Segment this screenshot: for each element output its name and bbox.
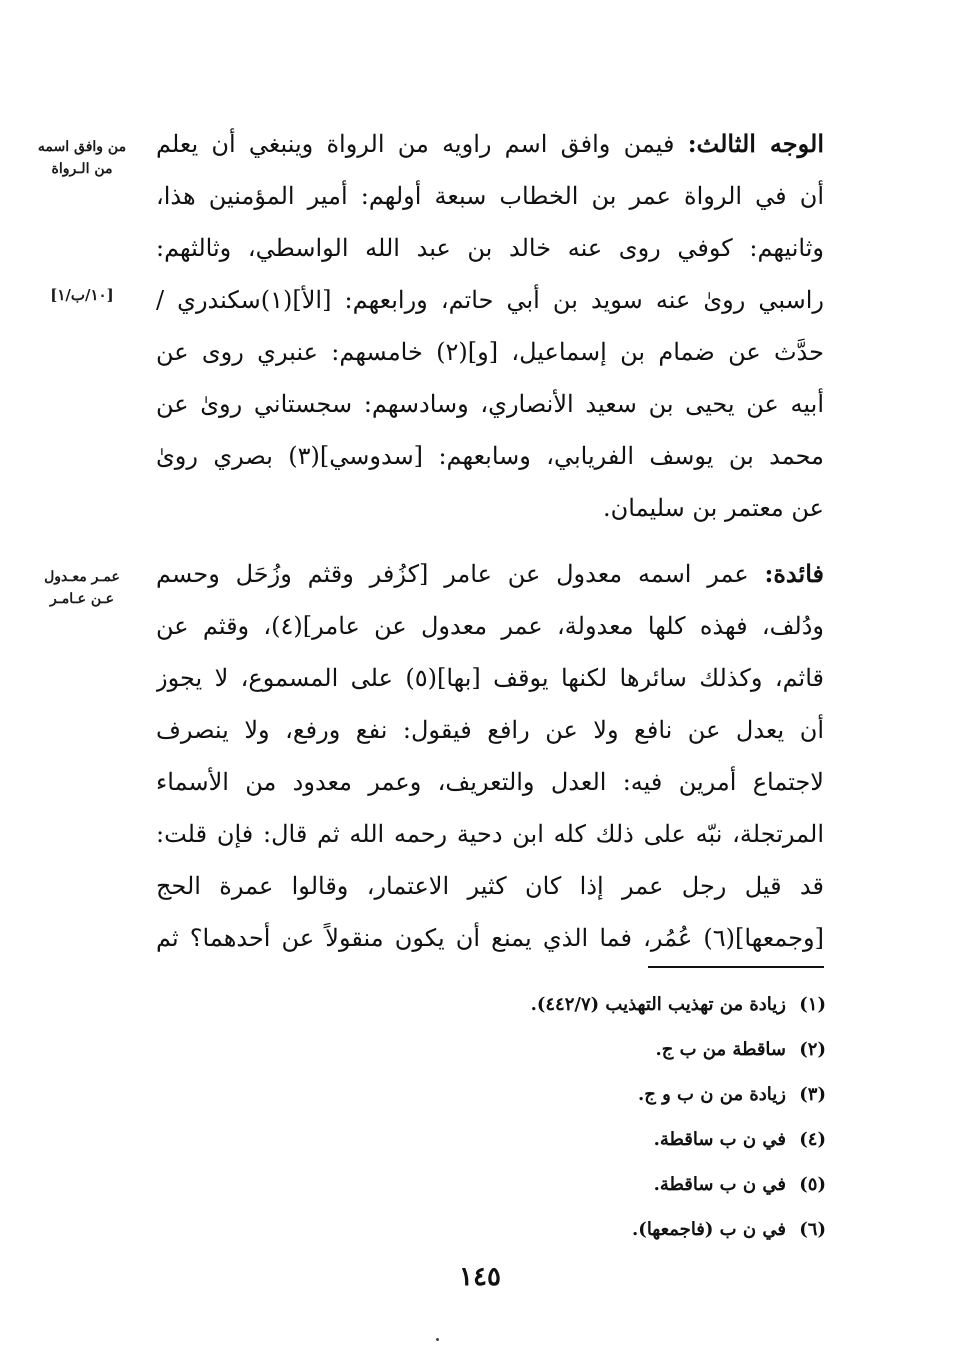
- text-line: محمد بن يوسف الفريابي، وسابعهم: [سدوسي](٣) بصري روىٰ: [156, 442, 824, 470]
- footnote-text: في ن ب ساقطة.: [653, 1174, 786, 1195]
- text-line: ودُلف، فهذه كلها معدولة، عمر معدول عن عامر](٤)، وقثم عن: [156, 612, 824, 640]
- footnote: [300, 1207, 826, 1252]
- text-line: أن يعدل عن نافع ولا عن رافع فيقول: نفع ورفع، ولا ينصرف: [156, 716, 824, 744]
- footnote: [300, 982, 826, 1027]
- text-line: المرتجلة، نبّه على ذلك كله ابن دحية رحمه الله ثم قال: فإن قلت:: [156, 820, 824, 848]
- footnote-number: (٢): [799, 1039, 826, 1060]
- section-heading: الوجه الثالث:: [687, 129, 824, 158]
- margin-note-line: عمـر معـدول: [44, 569, 120, 585]
- footnote-number: (١): [799, 994, 826, 1015]
- margin-note-line: من وافق اسمه: [37, 139, 127, 155]
- margin-note-namesakes: [22, 136, 142, 180]
- scan-speck: [436, 1338, 439, 1341]
- text-line: الوجه الثالث: فيمن وافق اسم راويه من الرواة وينبغي أن يعلم: [156, 129, 824, 158]
- text-line: حدَّث عن ضمام بن إسماعيل، [و](٢) خامسهم: عنبري روى عن: [156, 338, 824, 366]
- footnote-text: في ن ب ساقطة.: [653, 1129, 786, 1150]
- page-number: ١٤٥: [459, 1262, 501, 1292]
- text-line: وثانيهم: كوفي روى عنه خالد بن عبد الله الواسطي، وثالثهم:: [156, 234, 824, 262]
- text-line: لاجتماع أمرين فيه: العدل والتعريف، وعمر معدود من الأسماء: [156, 768, 824, 796]
- paragraph-faida: [156, 548, 824, 964]
- footnote-text: في ن ب (فاجمعها).: [632, 1219, 786, 1240]
- footnote: [300, 1072, 826, 1117]
- footnote-number: (٤): [799, 1129, 826, 1150]
- footnote-text: ساقطة من ب ج.: [655, 1039, 786, 1060]
- footnote-number: (٦): [799, 1219, 826, 1240]
- text-line: قد قيل رجل عمر إذا كان كثير الاعتمار، وقالوا عمرة الحج: [156, 872, 824, 900]
- footnote-number: (٥): [799, 1174, 826, 1195]
- footnote-text: زيادة من تهذيب التهذيب (٤٤٢/٧).: [530, 994, 786, 1015]
- text-line: فائدة: عمر اسمه معدول عن عامر [كزُفر وقثم وزُحَل وحسم: [156, 559, 824, 588]
- text-line: عن معتمر بن سليمان.: [603, 494, 824, 522]
- text-line: قاثم، وكذلك سائرها لكنها يوقف [بها](٥) على المسموع، لا يجوز: [156, 664, 824, 692]
- footnote: [300, 1117, 826, 1162]
- footnotes: [300, 982, 826, 1252]
- footnote-separator: [648, 966, 824, 968]
- footnote-number: (٣): [799, 1084, 826, 1105]
- text-line: أبيه عن يحيى بن سعيد الأنصاري، وسادسهم: سجستاني روىٰ عن: [156, 390, 824, 418]
- margin-note-line: من الـرواة: [51, 161, 113, 177]
- text-line: أن في الرواة عمر بن الخطاب سبعة أولهم: أمير المؤمنين هذا،: [156, 182, 824, 210]
- footnote: [300, 1027, 826, 1072]
- paragraph-third-aspect: [156, 118, 824, 534]
- margin-folio-reference: [١٠/ب/١]: [50, 286, 114, 304]
- section-heading: فائدة:: [764, 559, 824, 588]
- footnote-text: زيادة من ن ب و ج.: [637, 1084, 786, 1105]
- footnote: [300, 1162, 826, 1207]
- margin-note-line: عـن عـامـر: [49, 591, 115, 607]
- margin-note-umar-madul: [22, 566, 142, 610]
- text-line: [وجمعها](٦) عُمُر، فما الذي يمنع أن يكون منقولاً عن أحدهما؟ ثم: [156, 924, 824, 952]
- text-line: راسبي روىٰ عنه سويد بن أبي حاتم، ورابعهم: [الأ](١)سكندري /: [156, 286, 824, 314]
